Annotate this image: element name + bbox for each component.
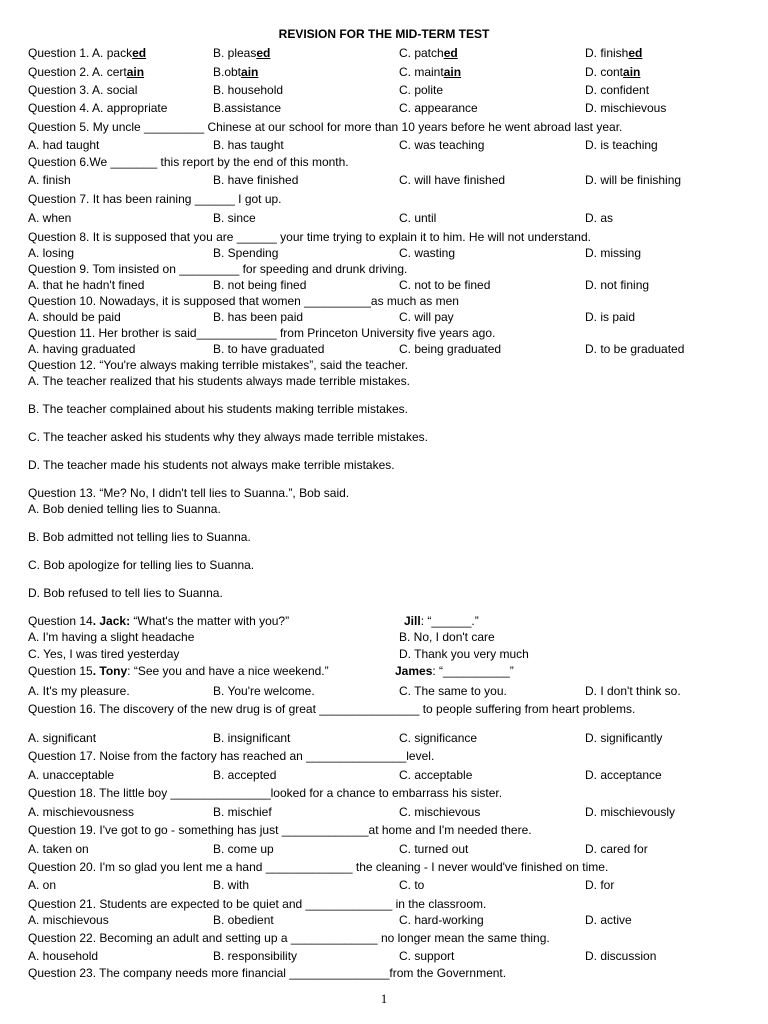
q7-option-b: B. since [213, 211, 256, 225]
q20-stem: Question 20. I'm so glad you lent me a hand _____________ the cleaning - I never would've finished on time. [28, 860, 609, 874]
q16-stem: Question 16. The discovery of the new drug is of great _______________ to people suffering from heart problems. [28, 702, 636, 716]
q11-stem: Question 11. Her brother is said____________ from Princeton University five years ago. [28, 326, 496, 340]
q21-option-c: C. hard-working [399, 913, 484, 927]
q12-option-b: B. The teacher complained about his students making terrible mistakes. [28, 402, 408, 416]
q18-option-b: B. mischief [213, 805, 272, 819]
q14-option-a: A. I'm having a slight headache [28, 630, 195, 644]
q2-option-c: C. maintain [399, 65, 462, 79]
q21-option-b: B. obedient [213, 913, 274, 927]
q10-option-d: D. is paid [585, 310, 636, 324]
q19-option-c: C. turned out [399, 842, 469, 856]
q18-option-d: D. mischievously [585, 805, 676, 819]
q15-stem: Question 15. Tony: “See you and have a nice weekend.” [28, 664, 329, 678]
q10-option-a: A. should be paid [28, 310, 121, 324]
q6-option-d: D. will be finishing [585, 173, 682, 187]
q9-stem: Question 9. Tom insisted on _________ for speeding and drunk driving. [28, 262, 408, 276]
q22-option-c: C. support [399, 949, 455, 963]
q22-option-d: D. discussion [585, 949, 657, 963]
q17-option-a: A. unacceptable [28, 768, 115, 782]
q2-option-d: D. contain [585, 65, 641, 79]
q15-option-d: D. I don't think so. [585, 684, 681, 698]
q18-stem: Question 18. The little boy _______________looked for a chance to embarrass his sister. [28, 786, 503, 800]
q8-option-a: A. losing [28, 246, 75, 260]
q8-option-b: B. Spending [213, 246, 279, 260]
q3-option-c: C. polite [399, 83, 444, 97]
q22-stem: Question 22. Becoming an adult and setting up a _____________ no longer mean the same thing. [28, 931, 550, 945]
q9-option-a: A. that he hadn't fined [28, 278, 145, 292]
q23-stem: Question 23. The company needs more financial _______________from the Government. [28, 966, 507, 980]
q9-option-b: B. not being fined [213, 278, 307, 292]
q13-option-b: B. Bob admitted not telling lies to Suanna. [28, 530, 251, 544]
q2-option-b: B.obtain [213, 65, 259, 79]
q9-option-d: D. not fining [585, 278, 650, 292]
q8-stem: Question 8. It is supposed that you are ______ your time trying to explain it to him. He will not understand. [28, 230, 591, 244]
q20-option-b: B. with [213, 878, 250, 892]
q5-option-b: B. has taught [213, 138, 284, 152]
q7-stem: Question 7. It has been raining ______ I got up. [28, 192, 282, 206]
q3-option-a: Question 3. A. social [28, 83, 138, 97]
q1-option-a: Question 1. A. packed [28, 46, 147, 60]
q3-option-d: D. confident [585, 83, 650, 97]
q15-option-c: C. The same to you. [399, 684, 507, 698]
q4-option-b: B.assistance [213, 101, 282, 115]
q17-option-b: B. accepted [213, 768, 277, 782]
q6-option-a: A. finish [28, 173, 71, 187]
q19-option-a: A. taken on [28, 842, 89, 856]
page-number: 1 [380, 991, 388, 1006]
q14-stem: Question 14. Jack: “What's the matter with you?” [28, 614, 290, 628]
q18-option-a: A. mischievousness [28, 805, 135, 819]
q13-stem: Question 13. “Me? No, I didn't tell lies to Suanna.”, Bob said. [28, 486, 350, 500]
q10-option-c: C. will pay [399, 310, 454, 324]
q19-stem: Question 19. I've got to go - something has just _____________at home and I'm needed there. [28, 823, 532, 837]
q5-option-d: D. is teaching [585, 138, 658, 152]
q9-option-c: C. not to be fined [399, 278, 491, 292]
q14-option-b: B. No, I don't care [399, 630, 495, 644]
q13-option-a: A. Bob denied telling lies to Suanna. [28, 502, 221, 516]
q1-option-b: B. pleased [213, 46, 271, 60]
q15-option-a: A. It's my pleasure. [28, 684, 130, 698]
q14-option-c: C. Yes, I was tired yesterday [28, 647, 180, 661]
q10-option-b: B. has been paid [213, 310, 304, 324]
q17-option-c: C. acceptable [399, 768, 473, 782]
q20-option-a: A. on [28, 878, 57, 892]
q5-stem: Question 5. My uncle _________ Chinese at our school for more than 10 years before he went abroad last year. [28, 120, 623, 134]
q15-option-b: B. You're welcome. [213, 684, 315, 698]
q21-stem: Question 21. Students are expected to be quiet and _____________ in the classroom. [28, 897, 487, 911]
q13-option-c: C. Bob apologize for telling lies to Suanna. [28, 558, 255, 572]
q21-option-a: A. mischievous [28, 913, 109, 927]
q22-option-b: B. responsibility [213, 949, 298, 963]
q18-option-c: C. mischievous [399, 805, 481, 819]
q19-option-b: B. come up [213, 842, 274, 856]
q15-reply: James: “__________” [395, 664, 514, 678]
q12-stem: Question 12. “You're always making terrible mistakes”, said the teacher. [28, 358, 409, 372]
q16-option-d: D. significantly [585, 731, 663, 745]
q12-option-d: D. The teacher made his students not always make terrible mistakes. [28, 458, 395, 472]
page-title: REVISION FOR THE MID-TERM TEST [278, 27, 490, 41]
q10-stem: Question 10. Nowadays, it is supposed that women __________as much as men [28, 294, 459, 308]
q5-option-a: A. had taught [28, 138, 100, 152]
q11-option-d: D. to be graduated [585, 342, 685, 356]
q16-option-a: A. significant [28, 731, 97, 745]
q2-option-a: Question 2. A. certain [28, 65, 145, 79]
q11-option-c: C. being graduated [399, 342, 502, 356]
q20-option-c: C. to [399, 878, 425, 892]
q17-option-d: D. acceptance [585, 768, 662, 782]
q4-option-d: D. mischievous [585, 101, 667, 115]
q19-option-d: D. cared for [585, 842, 648, 856]
q1-option-c: C. patched [399, 46, 458, 60]
q22-option-a: A. household [28, 949, 99, 963]
q13-option-d: D. Bob refused to tell lies to Suanna. [28, 586, 223, 600]
q5-option-c: C. was teaching [399, 138, 485, 152]
q21-option-d: D. active [585, 913, 632, 927]
q8-option-d: D. missing [585, 246, 642, 260]
q16-option-c: C. significance [399, 731, 478, 745]
q11-option-a: A. having graduated [28, 342, 136, 356]
q8-option-c: C. wasting [399, 246, 456, 260]
q6-option-b: B. have finished [213, 173, 299, 187]
q12-option-c: C. The teacher asked his students why they always made terrible mistakes. [28, 430, 428, 444]
q11-option-b: B. to have graduated [213, 342, 325, 356]
q16-option-b: B. insignificant [213, 731, 291, 745]
q7-option-a: A. when [28, 211, 72, 225]
q14-reply: Jill: “______.” [404, 614, 479, 628]
q7-option-d: D. as [585, 211, 614, 225]
q4-option-c: C. appearance [399, 101, 478, 115]
q6-option-c: C. will have finished [399, 173, 506, 187]
q12-option-a: A. The teacher realized that his students always made terrible mistakes. [28, 374, 410, 388]
q14-option-d: D. Thank you very much [399, 647, 529, 661]
q3-option-b: B. household [213, 83, 284, 97]
q17-stem: Question 17. Noise from the factory has reached an _______________level. [28, 749, 435, 763]
q7-option-c: C. until [399, 211, 437, 225]
q6-stem: Question 6.We _______ this report by the end of this month. [28, 155, 349, 169]
q1-option-d: D. finished [585, 46, 643, 60]
q20-option-d: D. for [585, 878, 615, 892]
q4-option-a: Question 4. A. appropriate [28, 101, 168, 115]
